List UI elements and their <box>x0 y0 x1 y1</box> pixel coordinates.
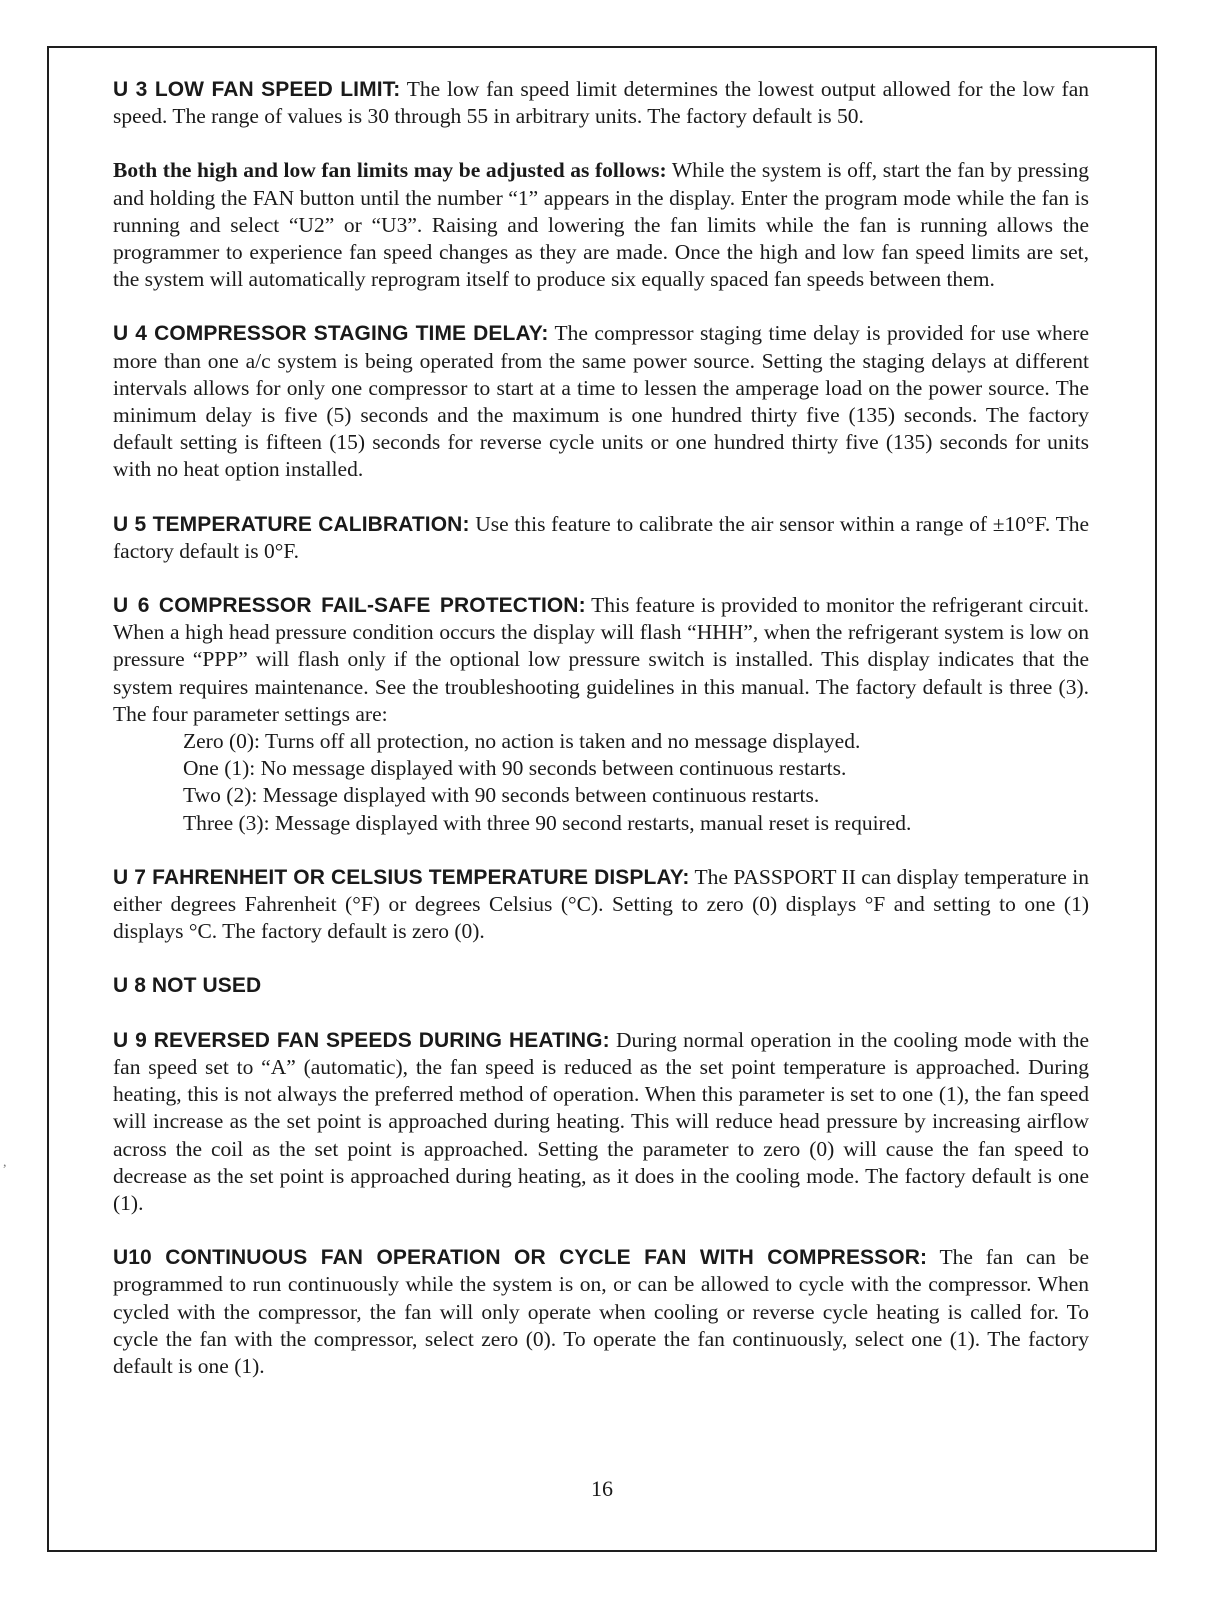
section-u4 <box>113 320 1089 483</box>
u6-settings-list <box>183 728 1089 837</box>
section-u9 <box>113 1027 1089 1217</box>
manual-content <box>113 76 1089 1407</box>
section-fan-limit-adjustment <box>113 157 1089 293</box>
section-u10 <box>113 1244 1089 1380</box>
section-u7 <box>113 864 1089 946</box>
section-body: This feature is provided to monitor the refrigerant circuit. When a high head pressure condition occurs the display will flash “HHH”, when the refrigerant system is low on pressure “PPP” will flash only if the optional low pressure switch is installed. This display indicates that the system requires maintenance. See the troubleshooting guidelines in this manual. The factory default is three (3). The four parameter settings are: <box>113 593 1089 726</box>
section-lead: Both the high and low fan limits may be adjusted as follows: <box>113 158 667 183</box>
setting-item: Three (3): Message displayed with three 90 second restarts, manual reset is required. <box>183 810 912 835</box>
section-heading: U 5 TEMPERATURE CALIBRATION: <box>113 512 470 536</box>
section-body: The compressor staging time delay is provided for use where more than one a/c system is being operated from the same power source. Setting the staging delays at different intervals allows for only one compressor to start at a time to lessen the amperage load on the power source. The minimum delay is five (5) seconds and the maximum is one hundred thirty five (135) seconds. The factory default setting is fifteen (15) seconds for reverse cycle units or one hundred thirty five (135) seconds for units with no heat option installed. <box>113 321 1089 482</box>
section-u3 <box>113 76 1089 130</box>
margin-mark: , <box>3 1155 7 1170</box>
section-body: The fan can be programmed to run continuously while the system is on, or can be allowed to cycle with the compressor. When cycled with the compressor, the fan will only operate when cooling or reverse cycle heating is called for. To cycle the fan with the compressor, select zero (0). To operate the fan continuously, select one (1). The factory default is one (1). <box>113 1245 1089 1378</box>
section-heading: U 3 LOW FAN SPEED LIMIT: <box>113 78 401 101</box>
section-heading: U 9 REVERSED FAN SPEEDS DURING HEATING: <box>113 1028 610 1052</box>
section-body: While the system is off, start the fan by pressing and holding the FAN button until the number “1” appears in the display. Enter the program mode while the fan is running and select “U2” or “U3”. Raising and lowering the fan limits while the fan is running allows the programmer to experience fan speed changes as they are made. Once the high and low fan speed limits are set, the system will automatically reprogram itself to produce six equally spaced fan speeds between them. <box>113 158 1089 292</box>
section-heading: U 7 FAHRENHEIT OR CELSIUS TEMPERATURE DISPLAY: <box>113 865 690 889</box>
section-body: Use this feature to calibrate the air sensor within a range of ±10°F. The factory default is 0°F. <box>113 511 1089 563</box>
section-u5 <box>113 511 1089 565</box>
section-body: During normal operation in the cooling mode with the fan speed set to “A” (automatic), the fan speed is reduced as the set point temperature is approached. During heating, this is not always the preferred method of operation. When this parameter is set to one (1), the fan speed will increase as the set point is approached during heating. This will reduce head pressure by increasing airflow across the coil as the set point is approached. Setting the parameter to zero (0) will cause the fan speed to decrease as the set point is approached during heating, as it does in the cooling mode. The factory default is one (1). <box>113 1027 1089 1215</box>
section-heading: U10 CONTINUOUS FAN OPERATION OR CYCLE FAN WITH COMPRESSOR: <box>113 1246 928 1270</box>
section-heading: U 6 COMPRESSOR FAIL-SAFE PROTECTION: <box>113 594 586 618</box>
section-body: The PASSPORT II can display temperature in either degrees Fahrenheit (°F) or degrees Celsius (°C). Setting to zero (0) displays °F and setting to one (1) displays °C. The factory default is zero (0). <box>113 864 1089 944</box>
section-u8 <box>113 972 1089 999</box>
section-u6 <box>113 592 1089 837</box>
section-heading: U 8 NOT USED <box>113 974 262 998</box>
page-number: 16 <box>591 1476 613 1501</box>
setting-item: Zero (0): Turns off all protection, no action is taken and no message displayed. <box>183 729 861 754</box>
setting-item: One (1): No message displayed with 90 seconds between continuous restarts. <box>183 756 847 781</box>
section-body: The low fan speed limit determines the lowest output allowed for the low fan speed. The range of values is 30 through 55 in arbitrary units. The factory default is 50. <box>113 77 1090 129</box>
section-heading: U 4 COMPRESSOR STAGING TIME DELAY: <box>113 322 549 346</box>
setting-item: Two (2): Message displayed with 90 seconds between continuous restarts. <box>183 783 820 808</box>
page-border <box>47 46 1157 1552</box>
